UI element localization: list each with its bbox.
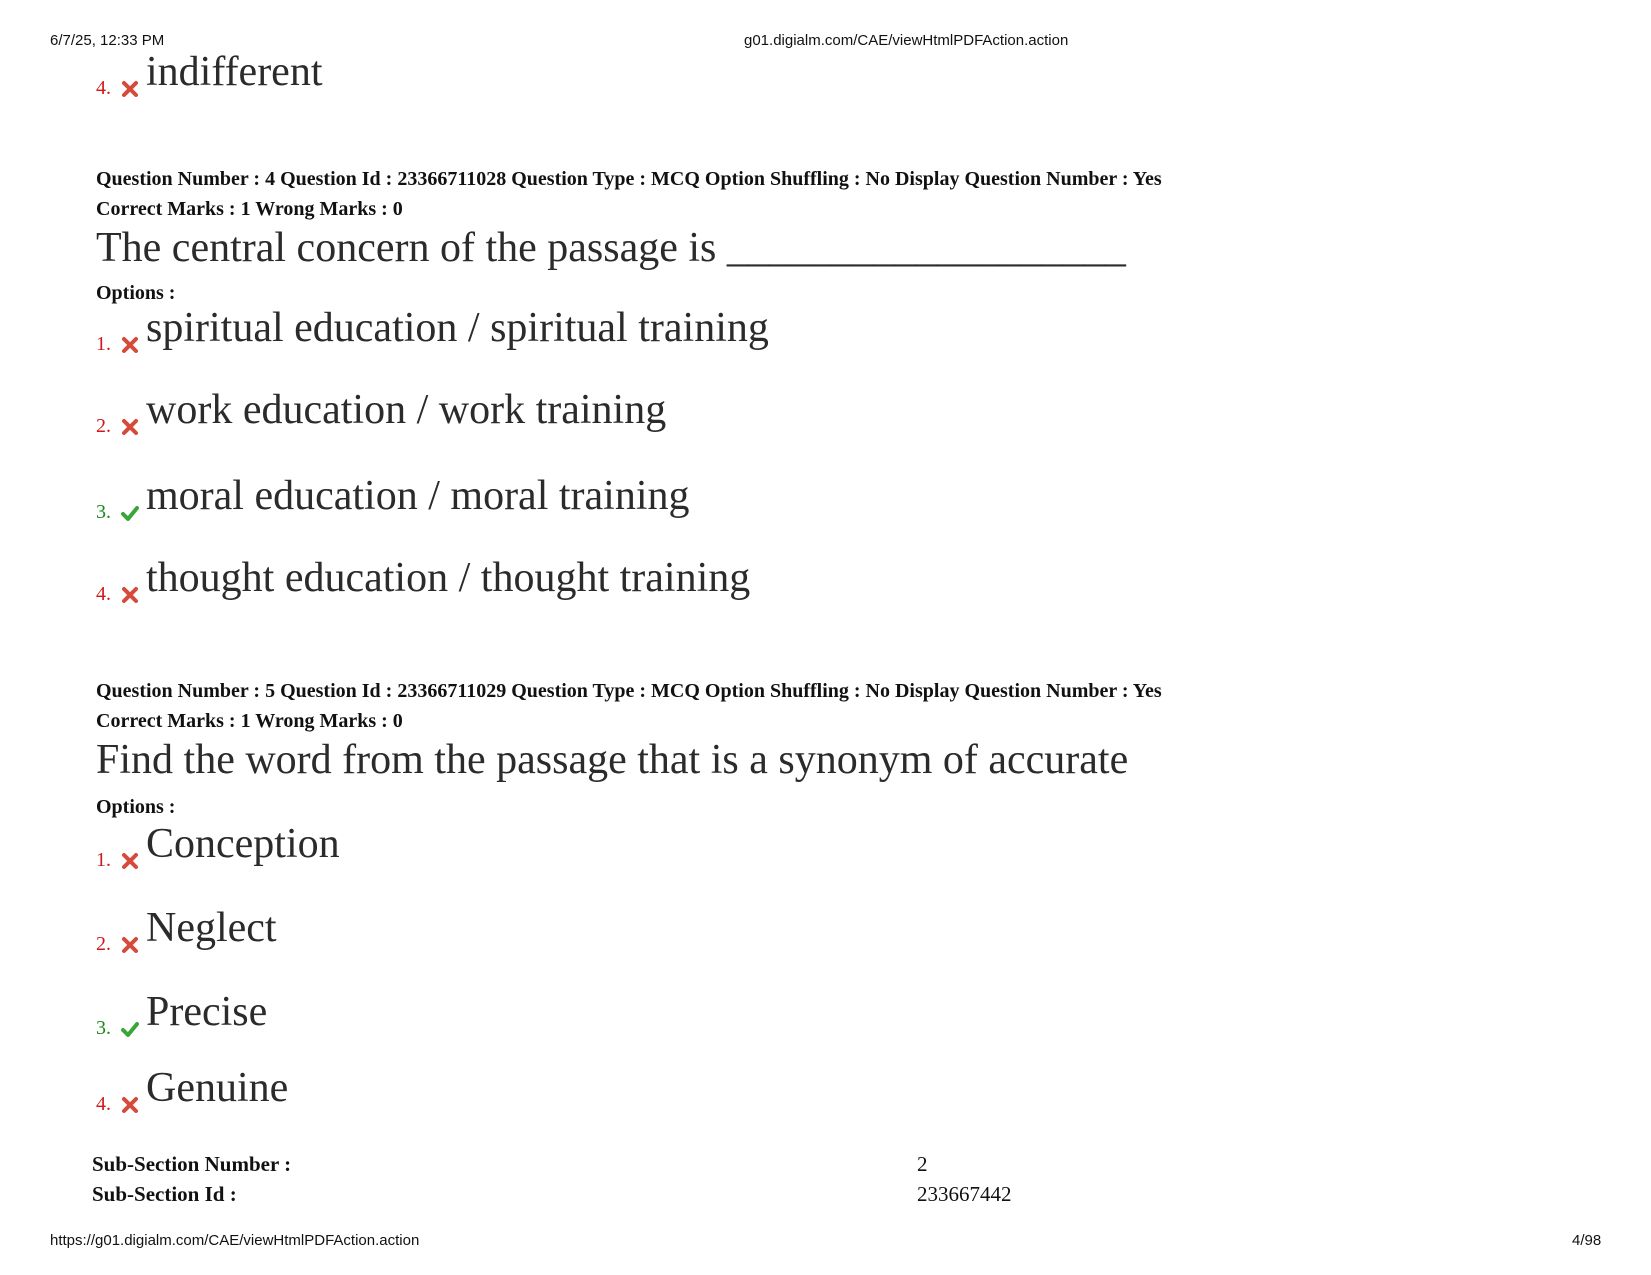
option-number: 4. bbox=[96, 1093, 111, 1115]
question-marks: Correct Marks : 1 Wrong Marks : 0 bbox=[96, 710, 403, 732]
option-item bbox=[96, 812, 996, 872]
wrong-cross-icon bbox=[121, 936, 139, 954]
subsection-number-label: Sub-Section Number : bbox=[92, 1152, 292, 1176]
option-number: 4. bbox=[96, 583, 111, 605]
option-text: Genuine bbox=[146, 1065, 289, 1111]
subsection-id-label: Sub-Section Id : bbox=[92, 1182, 237, 1206]
option-text: Precise bbox=[146, 989, 268, 1035]
option-item bbox=[96, 1056, 996, 1116]
option-number: 3. bbox=[96, 1017, 111, 1039]
option-item bbox=[96, 40, 696, 100]
option-item bbox=[96, 896, 996, 956]
option-text: Conception bbox=[146, 821, 340, 867]
wrong-cross-icon bbox=[121, 418, 139, 436]
wrong-cross-icon bbox=[121, 852, 139, 870]
print-footer-url: https://g01.digialm.com/CAE/viewHtmlPDFAction.action bbox=[50, 1232, 420, 1249]
option-text: spiritual education / spiritual training bbox=[146, 305, 769, 351]
wrong-cross-icon bbox=[121, 336, 139, 354]
question-meta: Question Number : 4 Question Id : 23366711028 Question Type : MCQ Option Shuffling : No Display Question Number : Yes bbox=[96, 168, 1162, 190]
question-meta: Question Number : 5 Question Id : 23366711029 Question Type : MCQ Option Shuffling : No Display Question Number : Yes bbox=[96, 680, 1162, 702]
option-number: 1. bbox=[96, 333, 111, 355]
option-number: 4. bbox=[96, 77, 111, 99]
option-item bbox=[96, 378, 996, 438]
wrong-cross-icon bbox=[121, 80, 139, 98]
options-label: Options : bbox=[96, 282, 176, 304]
correct-check-icon bbox=[121, 504, 139, 522]
page-number: 4/98 bbox=[1572, 1232, 1602, 1249]
option-text: thought education / thought training bbox=[146, 555, 751, 601]
option-item bbox=[96, 980, 996, 1040]
print-datetime: 6/7/25, 12:33 PM bbox=[50, 32, 165, 49]
subsection-number-value: 2 bbox=[917, 1152, 928, 1176]
option-item bbox=[96, 296, 996, 356]
subsection-id-value: 233667442 bbox=[917, 1182, 1012, 1206]
print-header-url: g01.digialm.com/CAE/viewHtmlPDFAction.action bbox=[744, 32, 1069, 49]
option-text: indifferent bbox=[146, 49, 323, 95]
option-number: 2. bbox=[96, 415, 111, 437]
option-number: 2. bbox=[96, 933, 111, 955]
option-item bbox=[96, 546, 996, 606]
wrong-cross-icon bbox=[121, 1096, 139, 1114]
options-label: Options : bbox=[96, 796, 176, 818]
option-text: moral education / moral training bbox=[146, 473, 690, 519]
wrong-cross-icon bbox=[121, 586, 139, 604]
option-item bbox=[96, 464, 996, 524]
question-text: Find the word from the passage that is a synonym of accurate bbox=[96, 737, 1129, 783]
question-text: The central concern of the passage is ___________________ bbox=[96, 225, 1126, 271]
question-marks: Correct Marks : 1 Wrong Marks : 0 bbox=[96, 198, 403, 220]
correct-check-icon bbox=[121, 1020, 139, 1038]
option-number: 1. bbox=[96, 849, 111, 871]
option-text: work education / work training bbox=[146, 387, 667, 433]
option-text: Neglect bbox=[146, 905, 277, 951]
option-number: 3. bbox=[96, 501, 111, 523]
